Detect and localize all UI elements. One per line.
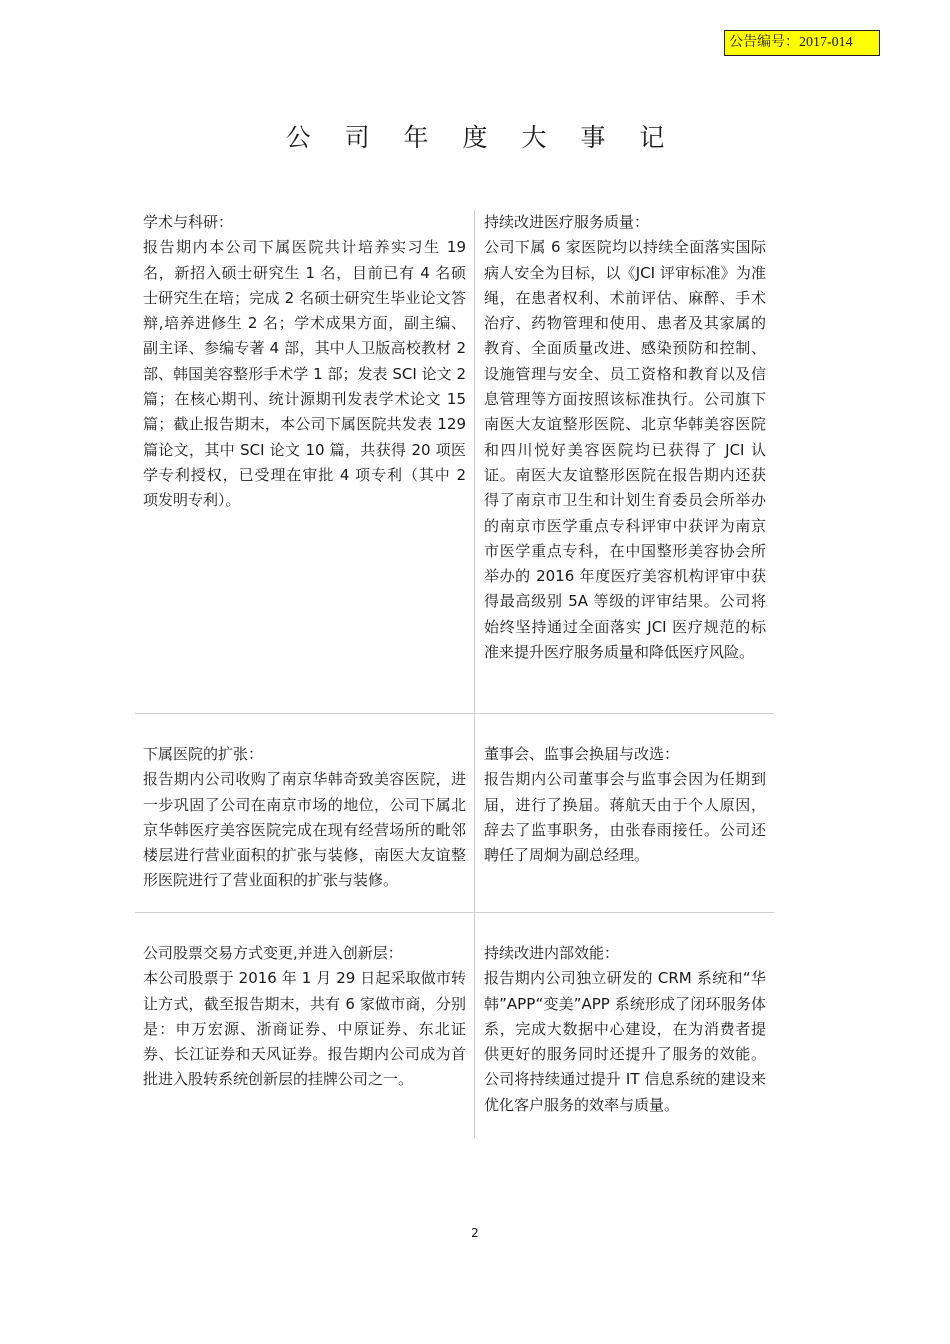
section-heading: 持续改进医疗服务质量： xyxy=(484,213,650,231)
notice-number-box xyxy=(724,30,880,56)
table-row xyxy=(135,210,774,714)
section-internal-efficiency xyxy=(475,913,774,1138)
notice-number: 公告编号：2017-014 xyxy=(729,35,853,50)
section-body: 报告期内公司收购了南京华韩奇致美容医院，进一步巩固了公司在南京市场的地位，公司下属北京华韩医疗美容医院完成在现有经营场所的毗邻楼层进行营业面积的扩张与装修，南医大友谊整形医院进行了营业面积的扩张与装修。 xyxy=(143,770,466,890)
section-body: 本公司股票于 2016 年 1 月 29 日起采取做市转让方式，截至报告期末，共有 6 家做市商，分别是：申万宏源、浙商证券、中原证券、东北证券、长江证券和天风证券。报告期内公司成为首批进入股转系统创新层的挂牌公司之一。 xyxy=(143,969,466,1089)
section-heading: 下属医院的扩张： xyxy=(143,745,264,763)
table-row xyxy=(135,714,774,913)
section-heading: 学术与科研： xyxy=(143,213,234,231)
page-title: 公 司 年 度 大 事 记 xyxy=(285,123,678,152)
section-board-election xyxy=(475,714,774,912)
section-heading: 董事会、监事会换届与改选： xyxy=(484,745,680,763)
section-heading: 公司股票交易方式变更,并进入创新层： xyxy=(143,944,403,962)
section-stock-trading xyxy=(135,913,475,1138)
section-body: 报告期内本公司下属医院共计培养实习生 19 名，新招入硕士研究生 1 名，目前已有 4 名硕士研究生在培；完成 2 名硕士研究生毕业论文答辩,培养进修生 2 名；学术成果方面，副主编、副主译、参编专著 4 部，其中人卫版高校教材 2 部、韩国美容整形手术学 1 部；发表 SCI 论文 2 篇；在核心期刊、统计源期刊发表学术论文 15 篇；截止报告期末，本公司下属医院共发表 129 篇论文，其中 SCI 论文 10 篇，共获得 20 项医学专利授权，已受理在审批 4 项专利（其中 2 项发明专利）。 xyxy=(143,238,466,510)
section-body: 报告期内公司董事会与监事会因为任期到届，进行了换届。蒋航天由于个人原因，辞去了监事职务，由张春雨接任。公司还聘任了周炯为副总经理。 xyxy=(484,770,766,865)
page-number: 2 xyxy=(471,1226,479,1240)
section-academic-research xyxy=(135,210,475,713)
section-medical-quality xyxy=(475,210,774,713)
section-body: 公司下属 6 家医院均以持续全面落实国际病人安全为目标，以《JCI 评审标准》为准绳，在患者权利、术前评估、麻醉、手术治疗、药物管理和使用、患者及其家属的教育、全面质量改进、感染预防和控制、设施管理与安全、员工资格和教育以及信息管理等方面按照该标准执行。公司旗下南医大友谊整形医院、北京华韩美容医院和四川悦好美容医院均已获得了 JCI 认证。南医大友谊整形医院在报告期内还获得了南京市卫生和计划生育委员会所举办的南京市医学重点专科评审中获评为南京市医学重点专科，在中国整形美容协会所举办的 2016 年度医疗美容机构评审中获得最高级别 5A 等级的评审结果。公司将始终坚持通过全面落实 JCI 医疗规范的标准来提升医疗服务质量和降低医疗风险。 xyxy=(484,238,766,662)
section-heading: 持续改进内部效能： xyxy=(484,944,620,962)
events-table xyxy=(135,210,774,1138)
section-hospital-expansion xyxy=(135,714,475,912)
table-row xyxy=(135,913,774,1138)
section-body: 报告期内公司独立研发的 CRM 系统和“华韩”APP“变美”APP 系统形成了闭环服务体系，完成大数据中心建设，在为消费者提供更好的服务同时还提升了服务的效能。公司将持续通过提升 IT 信息系统的建设来优化客户服务的效率与质量。 xyxy=(484,969,766,1114)
